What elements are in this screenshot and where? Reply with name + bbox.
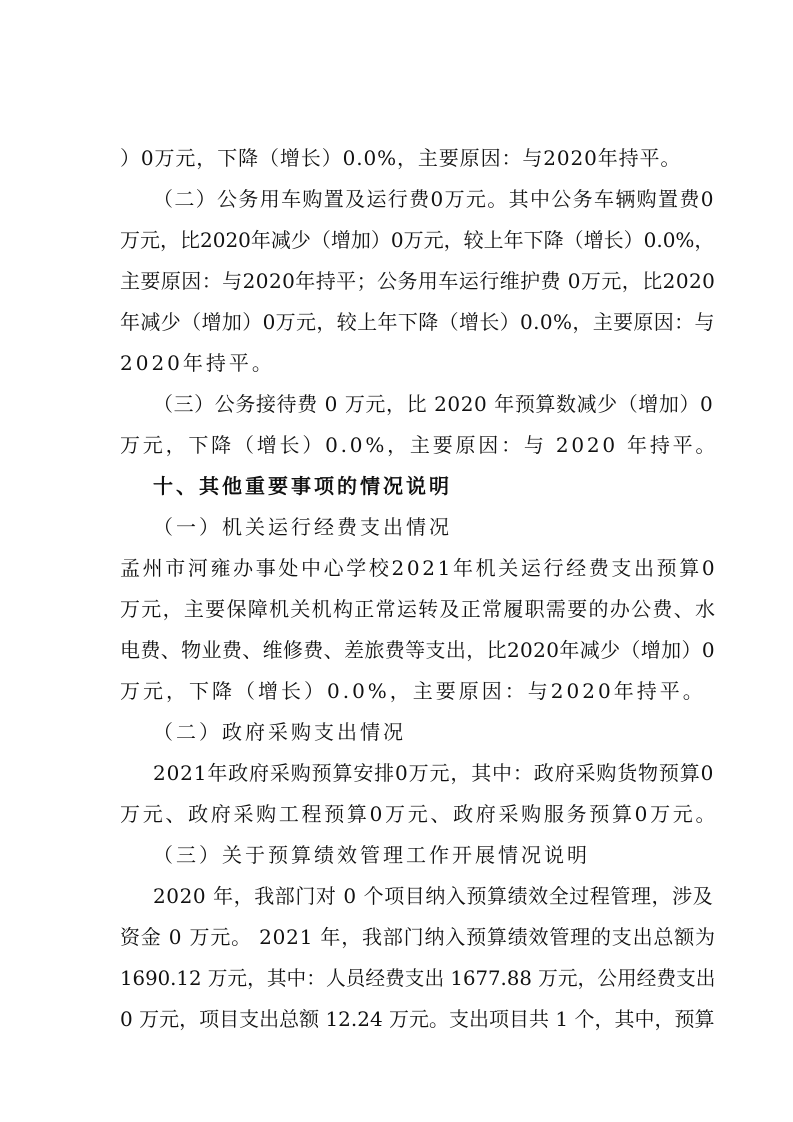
paragraph-line-14: 万元，下降（增长）0.0%，主要原因：与2020年持平。 (120, 679, 706, 703)
paragraph-line-12: 万元，主要保障机关机构正常运转及正常履职需要的办公费、水 (120, 597, 717, 621)
paragraph-line-6: 2020年持平。 (120, 351, 275, 375)
paragraph-line-4: 主要原因：与2020年持平；公务用车运行维护费 0万元，比2020 (120, 269, 716, 293)
paragraph-line-8: 万元，下降（增长）0.0%，主要原因：与 2020 年持平。 (120, 433, 719, 457)
paragraph-line-22: 0 万元，项目支出总额 12.24 万元。支出项目共 1 个，其中，预算 (120, 1007, 715, 1031)
subsection-heading-2: （二）政府采购支出情况 (153, 720, 406, 744)
paragraph-line-2: （二）公务用车购置及运行费0万元。其中公务车辆购置费0 (153, 187, 715, 211)
paragraph-line-11: 孟州市河雍办事处中心学校2021年机关运行经费支出预算0 (120, 556, 718, 580)
paragraph-line-17: 万元、政府采购工程预算0万元、政府采购服务预算0万元。 (120, 802, 719, 826)
subsection-heading-3: （三）关于预算绩效管理工作开展情况说明 (153, 843, 590, 867)
paragraph-line-3: 万元，比2020年减少（增加）0万元，较上年下降（增长）0.0%， (120, 228, 715, 252)
paragraph-line-19: 2020 年，我部门对 0 个项目纳入预算绩效全过程管理，涉及 (153, 884, 714, 908)
paragraph-line-5: 年减少（增加）0万元，较上年下降（增长）0.0%，主要原因：与 (120, 310, 715, 334)
paragraph-line-13: 电费、物业费、维修费、差旅费等支出，比2020年减少（增加）0 (120, 638, 715, 662)
paragraph-line-21: 1690.12 万元，其中：人员经费支出 1677.88 万元，公用经费支出 (120, 966, 716, 990)
paragraph-line-7: （三）公务接待费 0 万元，比 2020 年预算数减少（增加）0 (153, 392, 714, 416)
paragraph-line-16: 2021年政府采购预算安排0万元，其中：政府采购货物预算0 (153, 761, 715, 785)
subsection-heading-1: （一）机关运行经费支出情况 (153, 515, 452, 539)
paragraph-line-20: 资金 0 万元。 2021 年，我部门纳入预算绩效管理的支出总额为 (120, 925, 716, 949)
paragraph-line-1: ）0万元，下降（增长）0.0%，主要原因：与2020年持平。 (120, 146, 682, 170)
section-heading: 十、其他重要事项的情况说明 (153, 474, 452, 498)
